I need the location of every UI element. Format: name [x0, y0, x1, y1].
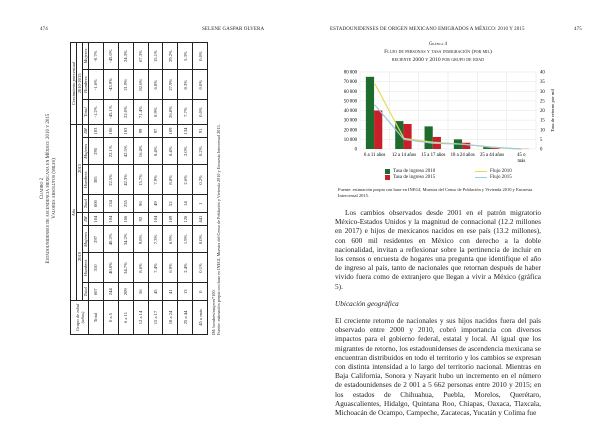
table-cell: 106 [103, 124, 118, 137]
table-cell: -45.0% [103, 43, 118, 70]
table-cell: 7.3% [148, 226, 163, 253]
y-tick-label: 40 000 [343, 109, 357, 114]
table-row [133, 43, 148, 335]
table-cell: 97 [148, 124, 163, 137]
year-2015: 2015 [77, 124, 83, 212]
table-cell: 42.3% [118, 165, 133, 195]
running-head-right: ESTADOUNIDENSES DE ORIGEN MEXICANO EMIGRADOS A MÉXICO: 2010 Y 2015 [330, 27, 525, 32]
table-label: Cuadro 2 [40, 177, 45, 200]
table-cell: 209 [118, 283, 133, 301]
x-tick-label: 18 a 24 años [450, 153, 475, 158]
subheader-label: IM [83, 216, 88, 222]
table-block [40, 42, 222, 335]
table-cell: 8.4% [148, 138, 163, 165]
body-text [335, 208, 541, 417]
table-cell: 40.2% [103, 226, 118, 253]
data-table [70, 42, 208, 335]
table-cell: 0.0% [193, 43, 208, 70]
x-tick-label: 12 a 14 años [391, 153, 417, 158]
legend-line-icon [475, 171, 487, 172]
y-tick-label: 50 000 [343, 99, 357, 105]
table-cell: 607 [89, 283, 104, 301]
table-cell: 7.4% [148, 253, 163, 283]
subheader-label: Total [83, 287, 88, 297]
table-cell: 441 [193, 212, 208, 225]
row-label: 18 a 24 [163, 301, 178, 335]
legend-swatch-icon [385, 175, 390, 180]
y-tick-label: 80 000 [343, 70, 357, 76]
table-row [103, 43, 118, 335]
table-cell: -45.1% [103, 100, 118, 125]
y2-tick-label: 20 [540, 109, 545, 114]
page-number-right: 475 [574, 27, 582, 32]
table-cell: 6.9% [163, 253, 178, 283]
row-label: 6 a 11 [118, 301, 133, 335]
table-cell: 305 [89, 165, 104, 195]
table-cell: 0.0% [193, 226, 208, 253]
figure-source: Fuente: estimación propia con base en INEGI, Muestra del Censo de Población y Vivienda 2010 y Encuesta Intercensal 2015. [338, 187, 533, 198]
table-cell: 21.9% [118, 70, 133, 100]
table-cell: 0 [193, 283, 208, 301]
bar-line-chart [318, 66, 568, 168]
table-cell: 52 [163, 195, 178, 213]
legend-swatch-icon [385, 169, 390, 174]
table-cell: 2.0% [178, 138, 193, 165]
legend-line-icon [475, 177, 487, 178]
year-2010: 2010 [77, 212, 83, 300]
table-cell: 109 [163, 212, 178, 225]
table-cell: 1.9% [178, 226, 193, 253]
table-cell: 34.2% [118, 226, 133, 253]
table-cell: 8.9% [148, 100, 163, 125]
table-cell: 6.9% [163, 226, 178, 253]
paragraph-2: El creciente retorno de nacionales y sus hijos nacidos fuera del país observado entre 2000 y 2010, cobró importancia con diversos impactos para el gobierno federal, estatal y local. Al igual que los migrantes de retorno, los estadounidenses de ascendencia mexicana se encuentran distribuidos en todo el territorio y los cambios se expresan con distinta intensidad a lo largo del territorio nacional. Mientras en Baja California, Sonora y Nayarit hubo un incremento en el número de estadounidenses de 2 001 a 5 662 personas entre 2010 y 2015; en los estados de Chihuahua, Puebla, Morelos, Querétaro, Aguascalientes, Hidalgo, Quintana Roo, Chiapas, Oaxaca, Tlaxcala, Michoacán de Ocampo, Campeche, Zacatecas, Yucatán y Colima fue [335, 316, 541, 418]
y-tick-label: 30 000 [343, 118, 357, 124]
bar-tasa-de-ingreso-2010 [366, 77, 374, 149]
subheader-label: Hombres [83, 76, 88, 94]
legend-item [385, 175, 475, 180]
table-cell: 96 [133, 195, 148, 213]
y2-axis-label: Tasa de retorno por mil [550, 89, 555, 132]
subheader-label: IM [83, 128, 88, 134]
table-cell: 26.8% [163, 100, 178, 125]
table-cell: 22.5% [103, 165, 118, 195]
section-heading: Ubicación geográfica [335, 298, 399, 308]
x-tick-label: 6 a 11 años [363, 153, 386, 158]
legend-item [385, 169, 475, 174]
legend-label: Flujo 2015 [490, 175, 512, 180]
table-cell: -0.7% [89, 43, 104, 70]
subheader-label: Hombres [83, 259, 88, 277]
bar-tasa-de-ingreso-2015 [374, 111, 382, 150]
subheader-label: Total [83, 199, 88, 209]
table-cell: 106 [118, 212, 133, 225]
table-cell: -43.9% [103, 70, 118, 100]
table-cell: 71.4% [133, 100, 148, 125]
table-cell: 92 [133, 212, 148, 225]
table-row [118, 43, 133, 335]
table-cell: 126 [178, 212, 193, 225]
table-cell: 0.1% [193, 253, 208, 283]
table-cell: 2.4% [178, 253, 193, 283]
table-cell: -1.2% [89, 100, 104, 125]
table-cell: 15.1% [148, 43, 163, 70]
figure-title-2: reciente 2000 y 2010 por grupo de edad [391, 57, 485, 63]
row-label: 0 a 5 [103, 301, 118, 335]
table-note: IM: hombres/mujeres*100. [211, 289, 216, 335]
table-cell: 14 [178, 195, 193, 213]
y-tick-label: 0 [354, 147, 357, 153]
y2-tick-label: 15 [540, 118, 545, 124]
row-label: 15 a 17 [148, 301, 163, 335]
legend-item [475, 169, 555, 174]
table-source: Fuente: estimación propia con base en INEGI, Muestra del Censo de Población y Vivienda 2010 y Encuesta Intercensal 2015. [216, 124, 221, 335]
table-cell: 255 [118, 195, 133, 213]
y2-tick-label: 30 [540, 89, 545, 95]
table-cell: 103 [118, 124, 133, 137]
row-label: 25 a 44 [178, 301, 193, 335]
legend-label: Flujo 2010 [490, 169, 512, 174]
table-cell: 8.4% [163, 138, 178, 165]
table-cell: 8.8% [163, 165, 178, 195]
table-cell: 134 [103, 195, 118, 213]
table-cell: 109 [163, 124, 178, 137]
group-header: Grupo de edad (años) [74, 303, 85, 332]
table-cell: 8.3% [178, 70, 193, 100]
table-cell: 104 [89, 212, 104, 225]
table-cell: 34.7% [118, 253, 133, 283]
table-cell: 6.8% [148, 70, 163, 100]
x-tick-label: más [517, 159, 526, 164]
table-cell: 49 [148, 195, 163, 213]
growth-header: Crecimiento porcentual [71, 61, 76, 106]
table-cell: 104 [103, 212, 118, 225]
table-row [89, 43, 104, 335]
y-tick-label: 70 000 [343, 80, 357, 86]
bar-tasa-de-ingreso-2010 [425, 126, 433, 149]
subheader-label: Mujeres [83, 143, 88, 159]
y-tick-label: 10 000 [343, 137, 357, 143]
figure-title-1: Flujo de personas y tasa inmigración (por mil) [384, 49, 492, 55]
y2-tick-label: 10 [540, 128, 545, 134]
table-row [193, 43, 208, 335]
table-cell: 22.0% [118, 100, 133, 125]
table-cell: 7.7% [178, 100, 193, 125]
y-tick-label: 20 000 [343, 128, 357, 134]
table-cell: 297 [89, 226, 104, 253]
y2-tick-label: 35 [540, 80, 545, 86]
running-head-left: SELENE GASPAR OLVERA [202, 27, 265, 32]
table-cell: 56 [133, 283, 148, 301]
table-cell: 0.0% [193, 70, 208, 100]
table-cell: 295 [89, 138, 104, 165]
table-cell: 310 [89, 253, 104, 283]
table-cell: 27.9% [163, 70, 178, 100]
table-cell: -1.6% [89, 70, 104, 100]
table-row [163, 43, 178, 335]
table-cell: 91 [193, 124, 208, 137]
table-cell: 7.9% [148, 165, 163, 195]
table-cell: 1 [193, 195, 208, 213]
table-subtitle: Valores absolutos (miles) [52, 158, 57, 219]
table-cell: 67.3% [133, 43, 148, 70]
x-tick-label: 45 o [517, 153, 526, 158]
table-cell: 16.4% [133, 138, 148, 165]
paragraph-1: Los cambios observados desde 2001 en el patrón migratorio México-Estados Unidos y la magnitud de connacional (12.2 millones en 2017) e hijos de mexicanos nacidos en ese país (13.2 millones), con 600 mil residentes en México con derecho a la doble nacionalidad, invitan a reflexionar sobre la pertinencia de incluir en los censos o encuesta de hogares una pregunta que identifique el año de ingreso al país, tanto de nacionales que retornan después de haber vivido fuera como de extranjero que llegan a vivir a México (gráfica 5). [335, 208, 541, 291]
y2-tick-label: 40 [540, 70, 545, 76]
subheader-label: Hombres [83, 171, 88, 189]
table-cell: 42.5% [118, 138, 133, 165]
page-number-left: 474 [40, 27, 48, 32]
subheader-label: Total [83, 107, 88, 117]
chart-legend [385, 169, 555, 180]
table-cell: 29.2% [163, 43, 178, 70]
table-cell: 103 [89, 124, 104, 137]
table-cell: 41 [163, 283, 178, 301]
row-label: Total [89, 301, 104, 335]
table-cell: 8.6% [133, 253, 148, 283]
table-cell: 40.0% [103, 253, 118, 283]
subheader-label: Mujeres [83, 48, 88, 64]
table-cell: 45 [148, 283, 163, 301]
row-label: 12 a 14 [133, 301, 148, 335]
year-range: 2010-2015 [77, 43, 83, 125]
table-row [148, 43, 163, 335]
figure-label: Gráfica 4 [428, 42, 448, 47]
table-cell: 0.2% [193, 165, 208, 195]
table-cell: 82.6% [133, 70, 148, 100]
table-cell: 0.0% [193, 100, 208, 125]
x-tick-label: 25 a 44 años [479, 153, 505, 158]
legend-label: Tasa de ingreso 2015 [393, 175, 436, 180]
y2-tick-label: 0 [540, 147, 543, 153]
legend-item [475, 175, 555, 180]
year-header: Año [71, 208, 76, 217]
row-label: 45 o más [193, 301, 208, 335]
table-cell: 22.1% [103, 138, 118, 165]
y2-tick-label: 5 [540, 137, 543, 143]
subheader-label: Mujeres [83, 231, 88, 247]
table-cell: 2.6% [178, 165, 193, 195]
table-cell: 5.3% [178, 43, 193, 70]
table-cell: 600 [89, 195, 104, 213]
table-cell: 244 [103, 283, 118, 301]
table-cell: 104 [148, 212, 163, 225]
y2-tick-label: 25 [540, 99, 545, 105]
table-cell: 15.7% [133, 165, 148, 195]
table-cell: 13 [178, 283, 193, 301]
table-cell: 24.3% [118, 43, 133, 70]
table-title: Estadounidenses de ascendencia mexicana en México: 2010 y 2015 [46, 113, 51, 264]
bar-tasa-de-ingreso-2015 [403, 124, 411, 149]
table-row [178, 43, 193, 335]
table-cell: 0.2% [193, 138, 208, 165]
table-cell: 9.8% [133, 226, 148, 253]
y-tick-label: 60 000 [343, 89, 357, 95]
table-cell: 99 [133, 124, 148, 137]
table-cell: 134 [178, 124, 193, 137]
legend-label: Tasa de ingreso 2010 [393, 169, 436, 174]
x-tick-label: 15 a 17 años [421, 153, 446, 158]
